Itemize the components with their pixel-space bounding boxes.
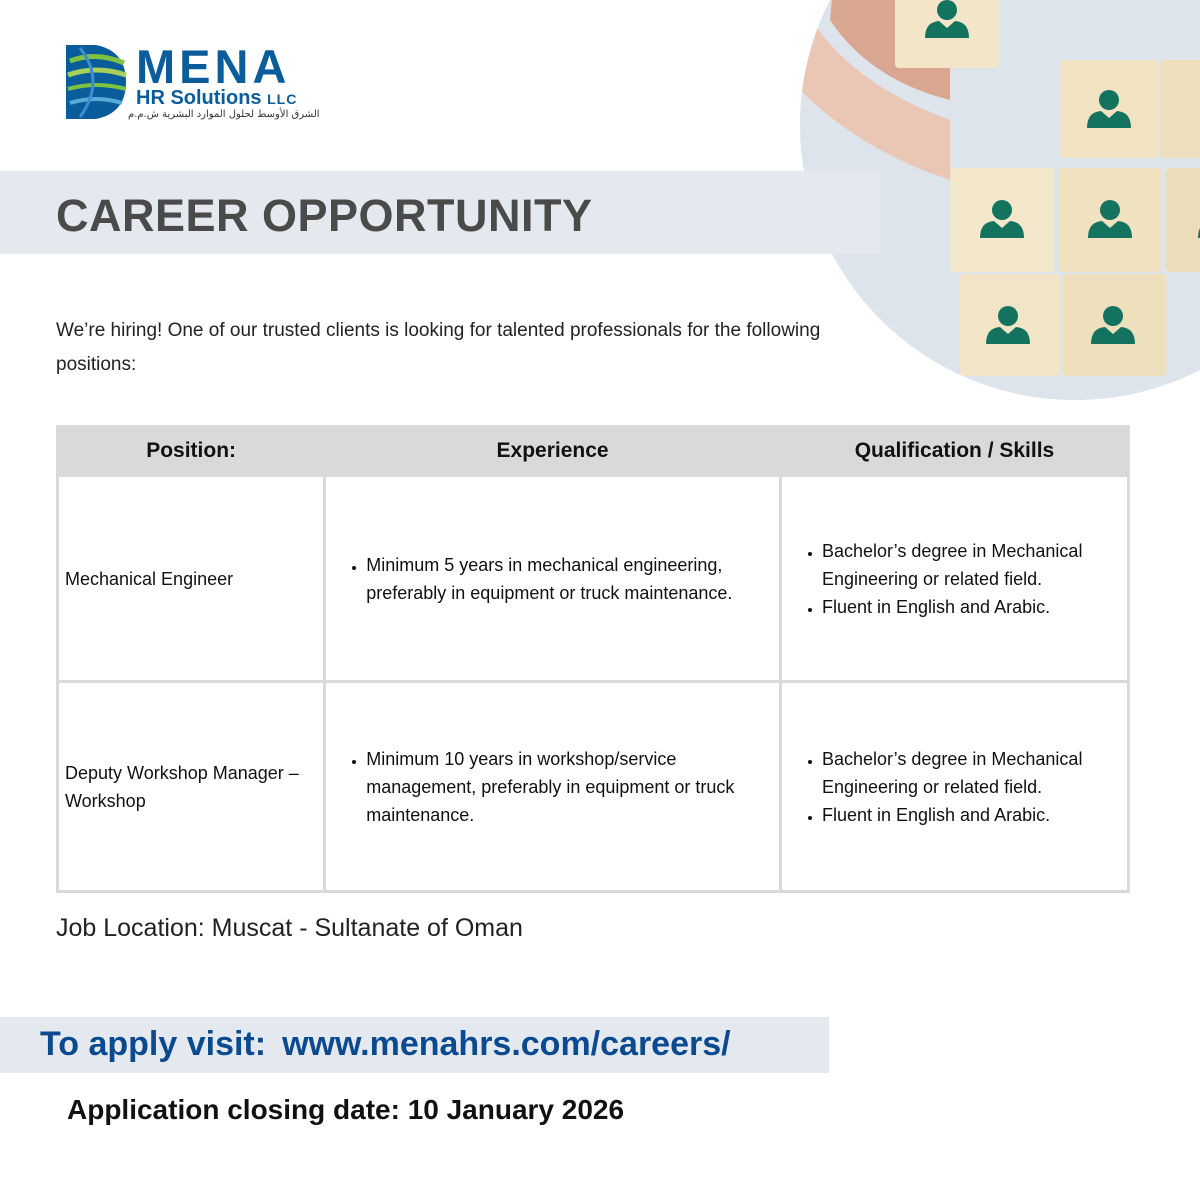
company-logo	[66, 40, 326, 123]
experience-list	[326, 745, 779, 829]
experience-cell	[325, 476, 781, 682]
qualifications-cell	[780, 476, 1128, 682]
logo-wordmark: MENA	[136, 40, 291, 93]
header-position: Position:	[58, 427, 325, 476]
table-header-row	[58, 427, 1129, 476]
qualifications-list	[782, 745, 1127, 829]
closing-date: Application closing date: 10 January 2026	[67, 1094, 625, 1125]
list-item: • Minimum 10 years in workshop/service management, preferably in equipment or truck maintenance.	[366, 745, 779, 829]
experience-list	[326, 551, 779, 607]
list-item: • Minimum 5 years in mechanical engineering, preferably in equipment or truck maintenance.	[366, 551, 779, 607]
position-cell: Deputy Workshop Manager – Workshop	[58, 682, 325, 892]
apply-label: To apply visit:	[40, 1025, 267, 1063]
logo-subtitle	[136, 87, 297, 110]
apply-line	[40, 1025, 731, 1064]
job-location: Job Location: Muscat - Sultanate of Oman	[56, 914, 523, 942]
table-row	[58, 476, 1129, 682]
header-experience: Experience	[325, 427, 781, 476]
logo-arabic-tagline: الشرق الأوسط لحلول الموارد البشرية ش.م.م	[128, 109, 320, 120]
logo-subtitle-text: HR Solutions	[136, 87, 262, 109]
positions-table	[56, 425, 1130, 893]
careers-link[interactable]: www.menahrs.com/careers/	[282, 1025, 731, 1063]
table-row	[58, 682, 1129, 892]
list-item: • Bachelor’s degree in Mechanical Engineering or related field.	[822, 537, 1127, 593]
qualifications-list	[782, 537, 1127, 621]
page-title: CAREER OPPORTUNITY	[56, 190, 593, 241]
list-item: • Fluent in English and Arabic.	[822, 593, 1127, 621]
logo-suffix: LLC	[267, 91, 298, 107]
qualifications-cell	[780, 682, 1128, 892]
globe-logo-icon	[66, 43, 128, 121]
experience-cell	[325, 682, 781, 892]
position-cell: Mechanical Engineer	[58, 476, 325, 682]
list-item: • Fluent in English and Arabic.	[822, 801, 1127, 829]
list-item: • Bachelor’s degree in Mechanical Engineering or related field.	[822, 745, 1127, 801]
intro-text: We’re hiring! One of our trusted clients is looking for talented professionals for the following positions:	[56, 320, 821, 375]
header-qualifications: Qualification / Skills	[780, 427, 1128, 476]
